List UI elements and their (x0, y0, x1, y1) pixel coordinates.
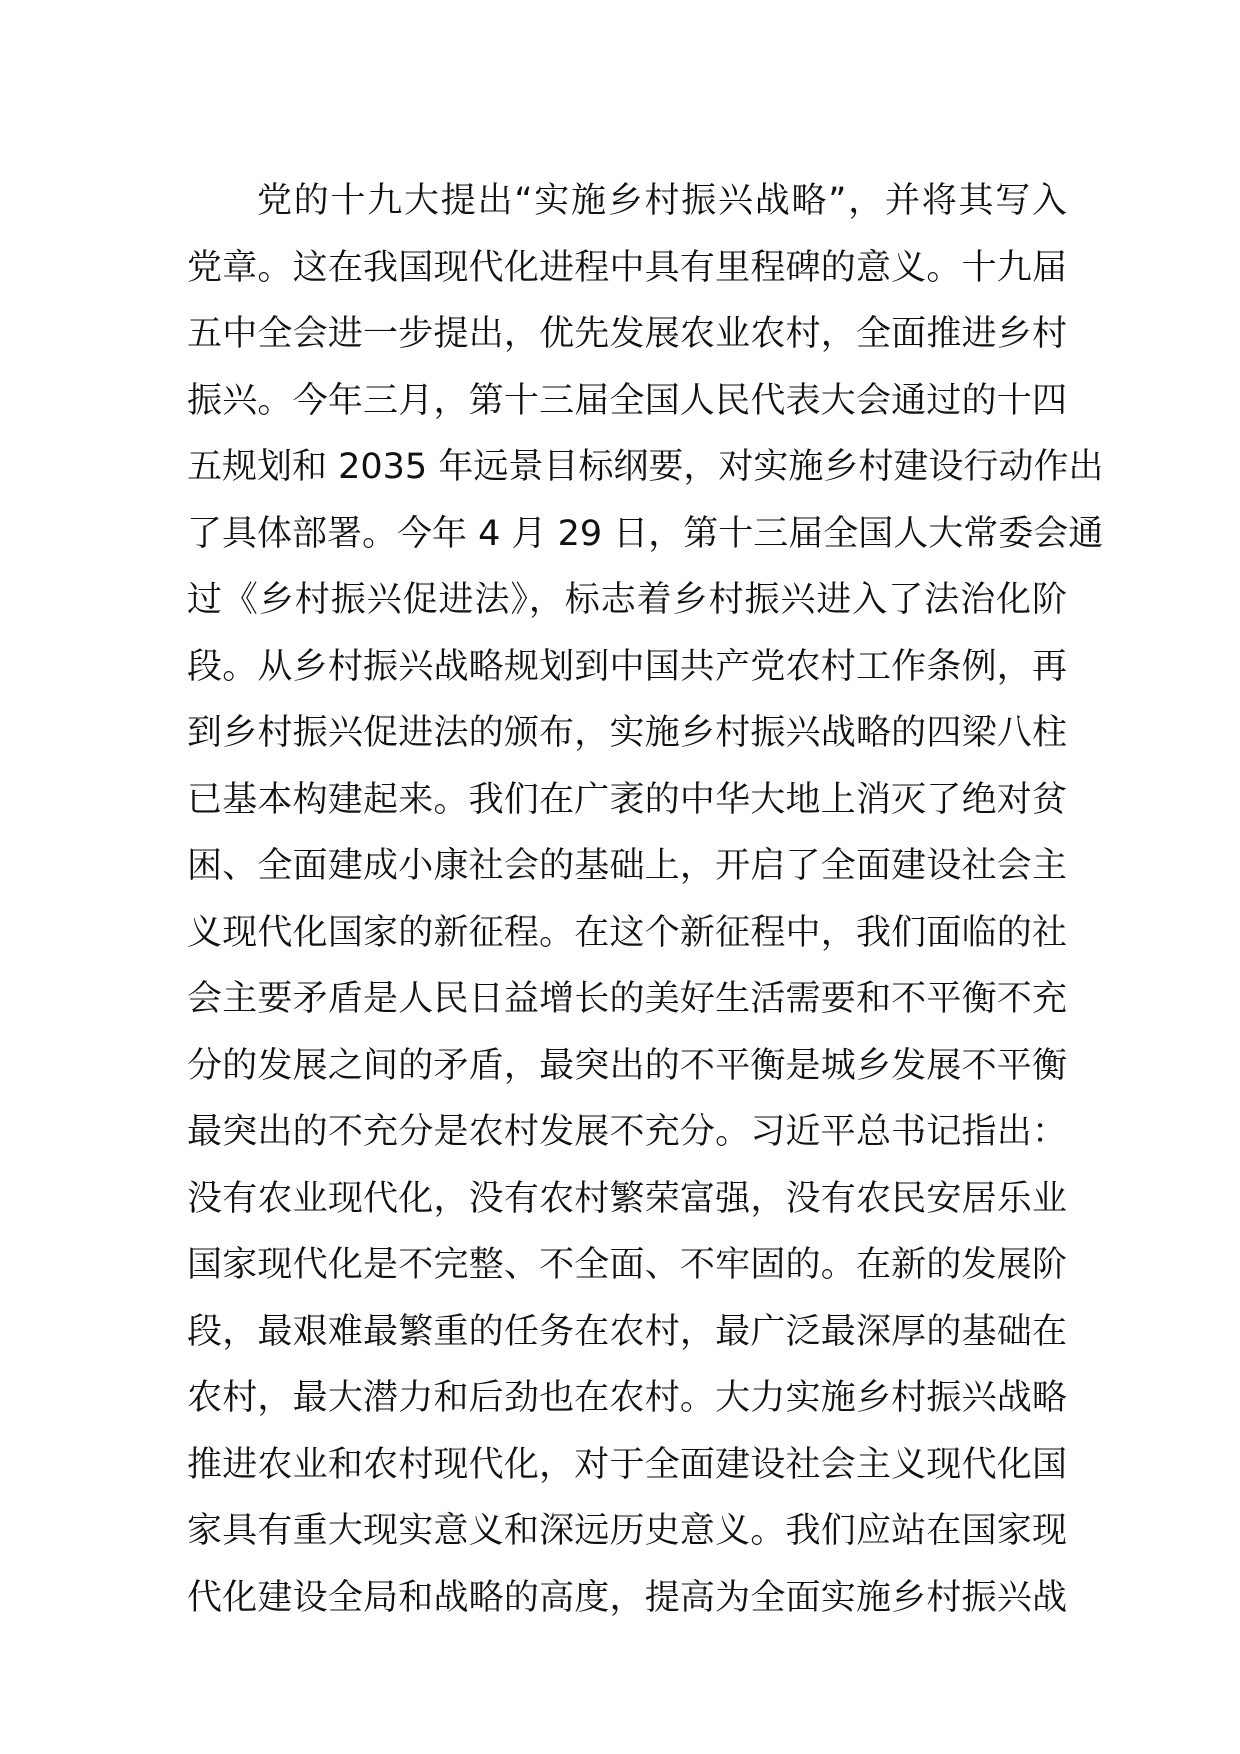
text-line: 推进农业和农村现代化，对于全面建设社会主义现代化国 (187, 1444, 1067, 1485)
text-line: 过《乡村振兴促进法》，标志着乡村振兴进入了法治化阶 (187, 580, 1067, 620)
text-line: 国家现代化是不完整、不全面、不牢固的。在新的发展阶 (187, 1245, 1067, 1285)
text-line: 代化建设全局和战略的高度，提高为全面实施乡村振兴战 (187, 1577, 1067, 1618)
text-line: 了具体部署。今年 4 月 29 日，第十三届全国人大常委会通 (187, 513, 1104, 554)
text-line: 五规划和 2035 年远景目标纲要，对实施乡村建设行动作出 (187, 447, 1104, 487)
body-paragraph (187, 168, 1104, 1631)
text-line: 义现代化国家的新征程。在这个新征程中，我们面临的社 (187, 912, 1067, 953)
text-line: 五中全会进一步提出，优先发展农业农村，全面推进乡村 (187, 314, 1067, 354)
text-line: 段。从乡村振兴战略规划到中国共产党农村工作条例，再 (187, 646, 1067, 687)
text-line: 到乡村振兴促进法的颁布，实施乡村振兴战略的四梁八柱 (187, 713, 1067, 753)
text-line: 已基本构建起来。我们在广袤的中华大地上消灭了绝对贫 (187, 779, 1067, 820)
text-line: 党的十九大提出“实施乡村振兴战略”，并将其写入 (257, 181, 1067, 221)
text-line: 段，最艰难最繁重的任务在农村，最广泛最深厚的基础在 (187, 1311, 1067, 1352)
text-line: 农村，最大潜力和后劲也在农村。大力实施乡村振兴战略 (187, 1378, 1067, 1418)
text-line: 分的发展之间的矛盾，最突出的不平衡是城乡发展不平衡 (187, 1045, 1067, 1086)
text-line: 振兴。今年三月，第十三届全国人民代表大会通过的十四 (187, 380, 1067, 421)
text-line: 困、全面建成小康社会的基础上，开启了全面建设社会主 (187, 846, 1067, 886)
text-line: 没有农业现代化，没有农村繁荣富强，没有农民安居乐业 (187, 1178, 1067, 1219)
text-line: 会主要矛盾是人民日益增长的美好生活需要和不平衡不充 (187, 979, 1067, 1019)
text-line: 党章。这在我国现代化进程中具有里程碑的意义。十九届 (187, 247, 1067, 288)
text-line: 最突出的不充分是农村发展不充分。习近平总书记指出： (187, 1112, 1067, 1152)
text-line: 家具有重大现实意义和深远历史意义。我们应站在国家现 (187, 1511, 1067, 1551)
